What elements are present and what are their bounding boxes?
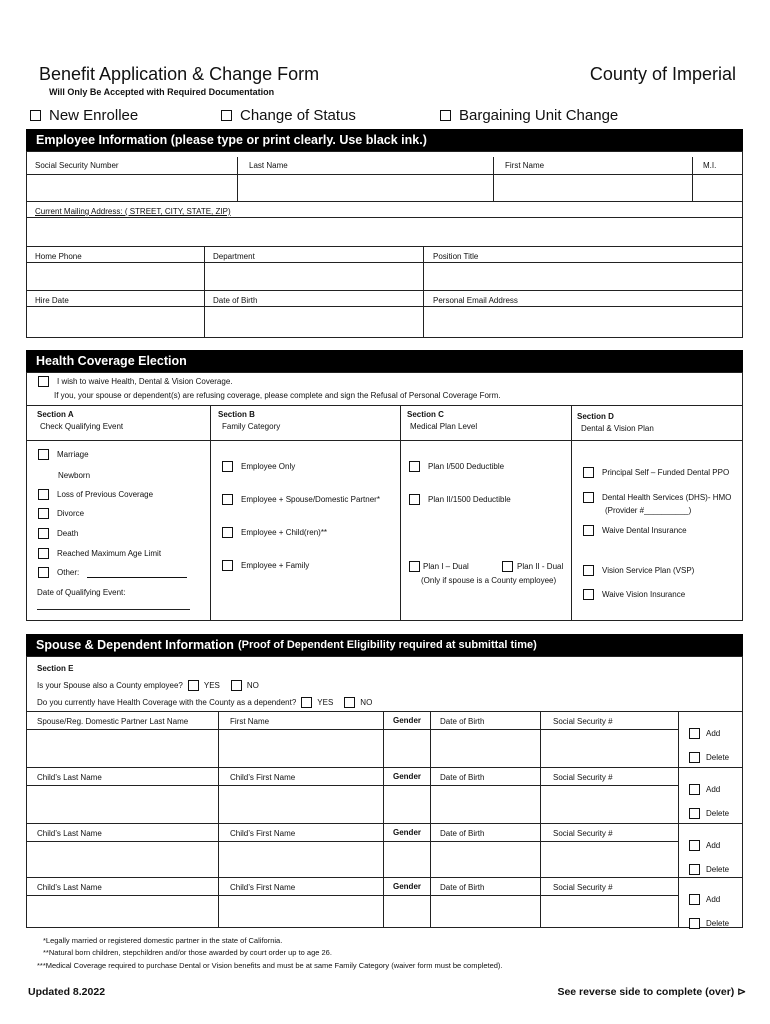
dependent-dob-label: Date of Birth xyxy=(440,773,485,782)
yes-checkbox-icon[interactable] xyxy=(188,680,199,691)
category-employee-family[interactable]: Employee + Family xyxy=(222,560,309,571)
health-coverage-heading: Health Coverage Election xyxy=(26,350,743,372)
dependent-coverage-question: Do you currently have Health Coverage with the County as a dependent? YES NO xyxy=(37,698,373,707)
checkbox-icon[interactable] xyxy=(689,752,700,763)
waive-coverage-option[interactable]: I wish to waive Health, Dental & Vision Coverage. xyxy=(38,376,233,387)
dependent-first-name-label: Child’s First Name xyxy=(230,883,296,892)
new-enrollee-option[interactable]: New Enrollee xyxy=(30,107,138,124)
no-checkbox-icon[interactable] xyxy=(344,697,355,708)
form-subtitle: Will Only Be Accepted with Required Documentation xyxy=(49,87,275,97)
delete-option[interactable]: Delete xyxy=(689,918,729,929)
category-employee-only[interactable]: Employee Only xyxy=(222,461,295,472)
email-label: Personal Email Address xyxy=(433,296,518,305)
checkbox-icon[interactable] xyxy=(583,525,594,536)
dependent-first-name-label: First Name xyxy=(230,717,270,726)
checkbox-icon[interactable] xyxy=(502,561,513,572)
qualifying-date-label: Date of Qualifying Event: xyxy=(37,588,126,597)
delete-option[interactable]: Delete xyxy=(689,752,729,763)
plan-2-option[interactable]: Plan II/1500 Deductible xyxy=(409,494,511,505)
checkbox-icon[interactable] xyxy=(222,494,233,505)
checkbox-icon[interactable] xyxy=(689,840,700,851)
dual-note: (Only if spouse is a County employee) xyxy=(421,576,557,585)
section-d-sub: Dental & Vision Plan xyxy=(581,424,654,433)
checkbox-icon[interactable] xyxy=(38,548,49,559)
dob-label: Date of Birth xyxy=(213,296,258,305)
checkbox-icon[interactable] xyxy=(689,864,700,875)
checkbox-icon[interactable] xyxy=(222,461,233,472)
vision-vsp-option[interactable]: Vision Service Plan (VSP) xyxy=(583,565,694,576)
no-checkbox-icon[interactable] xyxy=(231,680,242,691)
dental-ppo-option[interactable]: Principal Self – Funded Dental PPO xyxy=(583,467,729,478)
checkbox-icon[interactable] xyxy=(38,567,49,578)
section-b-sub: Family Category xyxy=(222,422,281,431)
spouse-county-question: Is your Spouse also a County employee? YES NO xyxy=(37,681,259,690)
checkbox-icon[interactable] xyxy=(221,110,232,121)
checkbox-icon[interactable] xyxy=(409,494,420,505)
event-other[interactable]: Other: xyxy=(38,567,187,578)
last-name-label: Last Name xyxy=(249,161,288,170)
form-title: Benefit Application & Change Form xyxy=(39,64,320,84)
dependent-ssn-label: Social Security # xyxy=(553,829,613,838)
dependent-ssn-label: Social Security # xyxy=(553,773,613,782)
add-option[interactable]: Add xyxy=(689,894,720,905)
dental-hmo-option[interactable]: Dental Health Services (DHS)- HMO xyxy=(583,492,731,503)
section-d-title: Section D xyxy=(577,412,614,421)
address-label: Current Mailing Address: ( STREET, CITY, STATE, ZIP) xyxy=(35,207,231,216)
gender-label: Gender xyxy=(393,772,422,781)
employee-info-box xyxy=(26,151,743,338)
mi-label: M.I. xyxy=(703,161,717,170)
waive-note: If you, your spouse or dependent(s) are refusing coverage, please complete and sign the Refusal of Personal Coverage Form. xyxy=(54,391,501,400)
category-employee-children[interactable]: Employee + Child(ren)** xyxy=(222,527,327,538)
updated-date: Updated 8.2022 xyxy=(28,986,106,998)
provider-number[interactable]: (Provider #__________) xyxy=(605,506,692,515)
bargaining-unit-change-option[interactable]: Bargaining Unit Change xyxy=(440,107,618,124)
dependent-first-name-label: Child’s First Name xyxy=(230,829,296,838)
other-input[interactable] xyxy=(87,568,187,578)
checkbox-icon[interactable] xyxy=(38,376,49,387)
plan-1-dual-option[interactable]: Plan I – Dual xyxy=(409,561,469,572)
event-divorce[interactable]: Divorce xyxy=(38,508,84,519)
footnote-2: **Natural born children, stepchildren and/or those awarded by court order up to age 26. xyxy=(43,948,332,957)
delete-option[interactable]: Delete xyxy=(689,864,729,875)
gender-label: Gender xyxy=(393,882,422,891)
dependent-first-name-label: Child’s First Name xyxy=(230,773,296,782)
category-employee-spouse[interactable]: Employee + Spouse/Domestic Partner* xyxy=(222,494,380,505)
plan-1-option[interactable]: Plan I/500 Deductible xyxy=(409,461,504,472)
dependent-last-name-label: Child’s Last Name xyxy=(37,829,102,838)
spouse-dependent-heading: Spouse & Dependent Information (Proof of Dependent Eligibility required at submittal time) xyxy=(26,634,743,656)
dependent-dob-label: Date of Birth xyxy=(440,717,485,726)
add-option[interactable]: Add xyxy=(689,784,720,795)
waive-vision-option[interactable]: Waive Vision Insurance xyxy=(583,589,685,600)
ssn-label: Social Security Number xyxy=(35,161,119,170)
yes-checkbox-icon[interactable] xyxy=(301,697,312,708)
checkbox-icon[interactable] xyxy=(222,527,233,538)
gender-label: Gender xyxy=(393,716,422,725)
checkbox-icon[interactable] xyxy=(38,489,49,500)
dependent-ssn-label: Social Security # xyxy=(553,883,613,892)
department-label: Department xyxy=(213,252,255,261)
plan-2-dual-option[interactable]: Plan II - Dual xyxy=(502,561,563,572)
county-name: County of Imperial xyxy=(589,64,736,84)
checkbox-icon[interactable] xyxy=(30,110,41,121)
checkbox-icon[interactable] xyxy=(38,449,49,460)
dependent-last-name-label: Spouse/Reg. Domestic Partner Last Name xyxy=(37,717,189,726)
checkbox-icon[interactable] xyxy=(689,894,700,905)
section-a-title: Section A xyxy=(37,410,74,419)
dependent-last-name-label: Child’s Last Name xyxy=(37,773,102,782)
employee-info-heading: Employee Information (please type or print clearly. Use black ink.) xyxy=(26,129,743,151)
gender-label: Gender xyxy=(393,828,422,837)
event-marriage[interactable]: Marriage xyxy=(38,449,89,460)
hire-date-label: Hire Date xyxy=(35,296,69,305)
event-newborn[interactable]: Newborn xyxy=(58,471,91,480)
checkbox-icon[interactable] xyxy=(689,808,700,819)
checkbox-icon[interactable] xyxy=(440,110,451,121)
checkbox-icon[interactable] xyxy=(38,508,49,519)
event-loss-of-coverage[interactable]: Loss of Previous Coverage xyxy=(38,489,153,500)
checkbox-icon[interactable] xyxy=(583,589,594,600)
checkbox-icon[interactable] xyxy=(38,528,49,539)
event-death[interactable]: Death xyxy=(38,528,78,539)
section-b-title: Section B xyxy=(218,410,255,419)
position-title-label: Position Title xyxy=(433,252,479,261)
home-phone-label: Home Phone xyxy=(35,252,82,261)
dependent-dob-label: Date of Birth xyxy=(440,883,485,892)
checkbox-icon[interactable] xyxy=(583,565,594,576)
change-of-status-option[interactable]: Change of Status xyxy=(221,107,356,124)
dependent-last-name-label: Child’s Last Name xyxy=(37,883,102,892)
checkbox-icon[interactable] xyxy=(583,467,594,478)
checkbox-icon[interactable] xyxy=(689,918,700,929)
section-a-sub: Check Qualifying Event xyxy=(40,422,124,431)
dependent-dob-label: Date of Birth xyxy=(440,829,485,838)
add-option[interactable]: Add xyxy=(689,840,720,851)
footnote-1: *Legally married or registered domestic partner in the state of California. xyxy=(43,936,283,945)
delete-option[interactable]: Delete xyxy=(689,808,729,819)
section-c-sub: Medical Plan Level xyxy=(410,422,478,431)
section-c-title: Section C xyxy=(407,410,444,419)
checkbox-icon[interactable] xyxy=(689,728,700,739)
checkbox-icon[interactable] xyxy=(583,492,594,503)
see-reverse-note: See reverse side to complete (over) ⊳ xyxy=(557,986,746,998)
checkbox-icon[interactable] xyxy=(689,784,700,795)
first-name-label: First Name xyxy=(505,161,545,170)
footnote-3: ***Medical Coverage required to purchase Dental or Vision benefits and must be at same Family Category (waiver form must be completed). xyxy=(37,961,503,970)
event-max-age[interactable]: Reached Maximum Age Limit xyxy=(38,548,161,559)
checkbox-icon[interactable] xyxy=(409,561,420,572)
dependent-ssn-label: Social Security # xyxy=(553,717,613,726)
checkbox-icon[interactable] xyxy=(222,560,233,571)
waive-dental-option[interactable]: Waive Dental Insurance xyxy=(583,525,687,536)
section-e-title: Section E xyxy=(37,664,74,673)
add-option[interactable]: Add xyxy=(689,728,720,739)
checkbox-icon[interactable] xyxy=(409,461,420,472)
qualifying-date-line[interactable] xyxy=(37,609,190,610)
